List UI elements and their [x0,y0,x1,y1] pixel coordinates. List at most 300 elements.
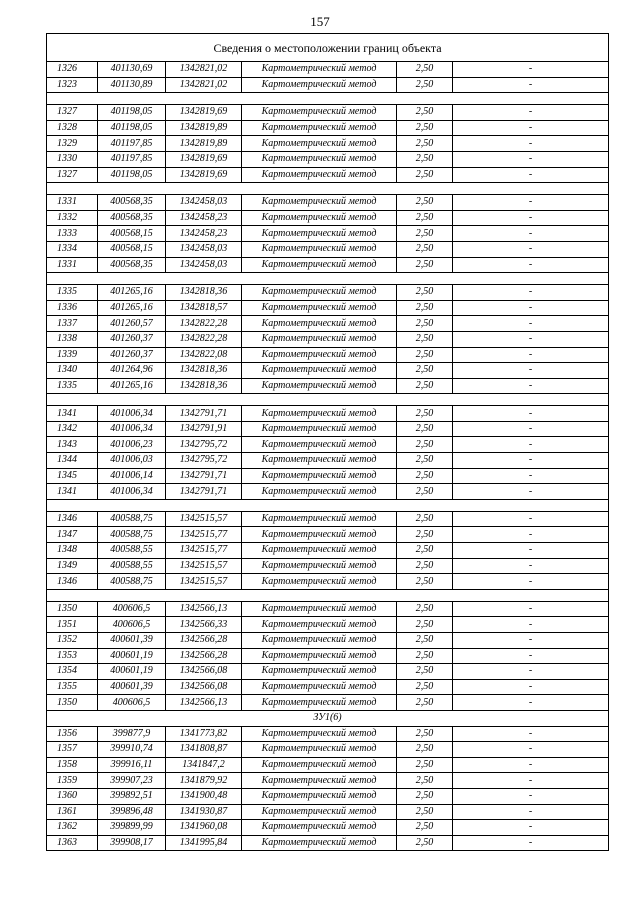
table-row [47,617,609,633]
boundary-description: - [453,484,609,500]
determination-method: Картометрический метод [242,757,397,773]
coordinate-y: 1342458,03 [166,195,242,211]
accuracy-value: 2,50 [397,543,453,559]
table-row [47,316,609,332]
coordinate-x: 400588,55 [98,558,166,574]
coordinate-y: 1342819,69 [166,167,242,183]
determination-method: Картометрический метод [242,484,397,500]
determination-method: Картометрический метод [242,136,397,152]
accuracy-value: 2,50 [397,77,453,93]
point-number: 1331 [47,257,98,273]
accuracy-value: 2,50 [397,210,453,226]
boundary-description: - [453,363,609,379]
contour-separator [47,93,609,105]
table-row [47,77,609,93]
coordinate-y: 1342819,69 [166,105,242,121]
point-number: 1331 [47,195,98,211]
coordinate-y: 1342795,72 [166,453,242,469]
coordinate-y: 1341960,08 [166,820,242,836]
coordinate-x: 399896,48 [98,804,166,820]
table-row [47,285,609,301]
coordinate-x: 399877,9 [98,726,166,742]
contour-separator [47,273,609,285]
coordinate-y: 1342791,91 [166,421,242,437]
point-number: 1340 [47,363,98,379]
boundary-description: - [453,331,609,347]
coordinate-x: 400606,5 [98,617,166,633]
point-number: 1323 [47,77,98,93]
coordinate-y: 1342818,36 [166,363,242,379]
table-row [47,257,609,273]
point-number: 1357 [47,742,98,758]
boundary-description: - [453,695,609,711]
table-row [47,820,609,836]
accuracy-value: 2,50 [397,378,453,394]
table-row [47,835,609,851]
coordinate-x: 401130,89 [98,77,166,93]
determination-method: Картометрический метод [242,527,397,543]
determination-method: Картометрический метод [242,285,397,301]
section-label: ЗУ1(6) [47,710,609,726]
coordinate-x: 401197,85 [98,151,166,167]
coordinate-x: 401260,57 [98,316,166,332]
table-row [47,210,609,226]
accuracy-value: 2,50 [397,617,453,633]
boundary-description: - [453,742,609,758]
accuracy-value: 2,50 [397,257,453,273]
boundary-description: - [453,558,609,574]
point-number: 1345 [47,468,98,484]
table-body [47,34,609,851]
table-row [47,468,609,484]
coordinate-x: 401006,34 [98,406,166,422]
contour-separator-row [47,93,609,105]
coordinate-x: 399908,17 [98,835,166,851]
point-number: 1347 [47,527,98,543]
coordinate-x: 401260,37 [98,331,166,347]
table-row [47,136,609,152]
accuracy-value: 2,50 [397,62,453,78]
determination-method: Картометрический метод [242,195,397,211]
accuracy-value: 2,50 [397,757,453,773]
coordinate-x: 400601,39 [98,679,166,695]
boundary-description: - [453,136,609,152]
coordinate-x: 401265,16 [98,285,166,301]
boundary-description: - [453,726,609,742]
determination-method: Картометрический метод [242,468,397,484]
coordinate-x: 401130,69 [98,62,166,78]
accuracy-value: 2,50 [397,773,453,789]
coordinate-x: 400568,35 [98,257,166,273]
boundary-description: - [453,633,609,649]
point-number: 1356 [47,726,98,742]
coordinate-y: 1341808,87 [166,742,242,758]
determination-method: Картометрический метод [242,664,397,680]
boundary-description: - [453,120,609,136]
table-row [47,195,609,211]
coordinate-y: 1342515,77 [166,543,242,559]
table-row [47,788,609,804]
coordinate-y: 1342566,08 [166,679,242,695]
point-number: 1355 [47,679,98,695]
boundary-description: - [453,773,609,789]
determination-method: Картометрический метод [242,331,397,347]
table-row [47,226,609,242]
table-row [47,347,609,363]
accuracy-value: 2,50 [397,695,453,711]
coordinate-y: 1342819,69 [166,151,242,167]
point-number: 1341 [47,484,98,500]
coordinate-y: 1341900,48 [166,788,242,804]
boundary-description: - [453,511,609,527]
table-row [47,406,609,422]
accuracy-value: 2,50 [397,105,453,121]
determination-method: Картометрический метод [242,511,397,527]
coordinate-x: 399916,11 [98,757,166,773]
contour-separator-row [47,273,609,285]
boundary-description: - [453,617,609,633]
coordinate-x: 400588,75 [98,511,166,527]
coordinate-x: 401265,16 [98,300,166,316]
determination-method: Картометрический метод [242,421,397,437]
point-number: 1327 [47,167,98,183]
point-number: 1330 [47,151,98,167]
determination-method: Картометрический метод [242,151,397,167]
coordinate-y: 1342822,28 [166,316,242,332]
accuracy-value: 2,50 [397,347,453,363]
table-row [47,633,609,649]
point-number: 1336 [47,300,98,316]
determination-method: Картометрический метод [242,788,397,804]
boundary-description: - [453,574,609,590]
accuracy-value: 2,50 [397,421,453,437]
point-number: 1328 [47,120,98,136]
accuracy-value: 2,50 [397,226,453,242]
determination-method: Картометрический метод [242,347,397,363]
accuracy-value: 2,50 [397,453,453,469]
coordinate-y: 1342458,23 [166,210,242,226]
point-number: 1363 [47,835,98,851]
table-row [47,484,609,500]
table-row [47,601,609,617]
coordinate-y: 1342818,36 [166,285,242,301]
accuracy-value: 2,50 [397,574,453,590]
boundary-description: - [453,648,609,664]
boundary-description: - [453,437,609,453]
coordinate-y: 1342566,28 [166,648,242,664]
boundary-description: - [453,210,609,226]
coordinate-y: 1341930,87 [166,804,242,820]
coordinate-y: 1342566,13 [166,601,242,617]
coordinate-x: 401197,85 [98,136,166,152]
table-row [47,726,609,742]
point-number: 1352 [47,633,98,649]
point-number: 1326 [47,62,98,78]
point-number: 1343 [47,437,98,453]
accuracy-value: 2,50 [397,437,453,453]
contour-separator [47,589,609,601]
table-row [47,757,609,773]
boundary-description: - [453,316,609,332]
section-header-row [47,710,609,726]
coordinate-x: 401264,96 [98,363,166,379]
coordinate-x: 401265,16 [98,378,166,394]
accuracy-value: 2,50 [397,363,453,379]
point-number: 1344 [47,453,98,469]
determination-method: Картометрический метод [242,120,397,136]
coordinate-x: 400601,39 [98,633,166,649]
determination-method: Картометрический метод [242,300,397,316]
determination-method: Картометрический метод [242,773,397,789]
contour-separator-row [47,183,609,195]
boundary-description: - [453,195,609,211]
coordinate-y: 1341773,82 [166,726,242,742]
table-row [47,543,609,559]
table-row [47,167,609,183]
coordinate-y: 1342821,02 [166,77,242,93]
accuracy-value: 2,50 [397,285,453,301]
coordinate-x: 401006,34 [98,484,166,500]
point-number: 1332 [47,210,98,226]
point-number: 1360 [47,788,98,804]
determination-method: Картометрический метод [242,378,397,394]
point-number: 1335 [47,285,98,301]
coordinate-x: 400588,75 [98,574,166,590]
determination-method: Картометрический метод [242,726,397,742]
table-row [47,648,609,664]
coordinate-x: 401260,37 [98,347,166,363]
determination-method: Картометрический метод [242,601,397,617]
coordinate-y: 1341995,84 [166,835,242,851]
coordinate-y: 1342818,57 [166,300,242,316]
table-row [47,742,609,758]
determination-method: Картометрический метод [242,820,397,836]
coordinate-y: 1342515,77 [166,527,242,543]
coordinate-x: 399910,74 [98,742,166,758]
determination-method: Картометрический метод [242,543,397,559]
coordinate-x: 400568,35 [98,195,166,211]
point-number: 1358 [47,757,98,773]
coordinate-y: 1342819,89 [166,136,242,152]
coordinate-x: 400606,5 [98,601,166,617]
contour-separator [47,499,609,511]
table-row [47,453,609,469]
coordinate-x: 400601,19 [98,664,166,680]
boundary-description: - [453,421,609,437]
determination-method: Картометрический метод [242,453,397,469]
table-row [47,300,609,316]
accuracy-value: 2,50 [397,742,453,758]
accuracy-value: 2,50 [397,195,453,211]
determination-method: Картометрический метод [242,406,397,422]
boundary-description: - [453,601,609,617]
coordinate-y: 1342458,23 [166,226,242,242]
accuracy-value: 2,50 [397,633,453,649]
point-number: 1334 [47,241,98,257]
boundary-coordinates-table [46,33,609,851]
determination-method: Картометрический метод [242,633,397,649]
coordinate-x: 400588,55 [98,543,166,559]
determination-method: Картометрический метод [242,105,397,121]
point-number: 1348 [47,543,98,559]
coordinate-y: 1341847,2 [166,757,242,773]
coordinate-x: 400588,75 [98,527,166,543]
point-number: 1359 [47,773,98,789]
accuracy-value: 2,50 [397,316,453,332]
point-number: 1341 [47,406,98,422]
coordinate-y: 1342791,71 [166,484,242,500]
coordinate-y: 1342818,36 [166,378,242,394]
point-number: 1351 [47,617,98,633]
table-row [47,331,609,347]
accuracy-value: 2,50 [397,300,453,316]
point-number: 1337 [47,316,98,332]
point-number: 1350 [47,601,98,617]
point-number: 1342 [47,421,98,437]
coordinate-x: 401006,03 [98,453,166,469]
table-row [47,804,609,820]
accuracy-value: 2,50 [397,167,453,183]
coordinate-x: 401006,14 [98,468,166,484]
boundary-description: - [453,105,609,121]
accuracy-value: 2,50 [397,241,453,257]
accuracy-value: 2,50 [397,527,453,543]
boundary-description: - [453,788,609,804]
table-row [47,421,609,437]
coordinate-y: 1342795,72 [166,437,242,453]
coordinate-y: 1342566,28 [166,633,242,649]
boundary-description: - [453,257,609,273]
point-number: 1346 [47,574,98,590]
accuracy-value: 2,50 [397,601,453,617]
determination-method: Картометрический метод [242,226,397,242]
point-number: 1350 [47,695,98,711]
point-number: 1362 [47,820,98,836]
accuracy-value: 2,50 [397,331,453,347]
coordinate-y: 1342566,08 [166,664,242,680]
accuracy-value: 2,50 [397,788,453,804]
boundary-description: - [453,347,609,363]
determination-method: Картометрический метод [242,77,397,93]
accuracy-value: 2,50 [397,648,453,664]
determination-method: Картометрический метод [242,804,397,820]
determination-method: Картометрический метод [242,241,397,257]
determination-method: Картометрический метод [242,257,397,273]
coordinate-x: 400568,35 [98,210,166,226]
accuracy-value: 2,50 [397,820,453,836]
boundary-description: - [453,757,609,773]
point-number: 1338 [47,331,98,347]
coordinate-x: 401198,05 [98,105,166,121]
point-number: 1349 [47,558,98,574]
coordinate-x: 401198,05 [98,167,166,183]
boundary-description: - [453,378,609,394]
determination-method: Картометрический метод [242,558,397,574]
boundary-description: - [453,804,609,820]
coordinate-x: 399892,51 [98,788,166,804]
determination-method: Картометрический метод [242,437,397,453]
coordinate-y: 1341879,92 [166,773,242,789]
accuracy-value: 2,50 [397,664,453,680]
boundary-description: - [453,241,609,257]
table-row [47,695,609,711]
boundary-description: - [453,679,609,695]
coordinate-x: 399907,23 [98,773,166,789]
contour-separator [47,183,609,195]
boundary-description: - [453,543,609,559]
boundary-description: - [453,226,609,242]
coordinate-x: 399899,99 [98,820,166,836]
coordinate-x: 400568,15 [98,226,166,242]
coordinate-x: 401198,05 [98,120,166,136]
table-row [47,437,609,453]
accuracy-value: 2,50 [397,558,453,574]
contour-separator-row [47,499,609,511]
determination-method: Картометрический метод [242,62,397,78]
boundary-description: - [453,468,609,484]
boundary-description: - [453,835,609,851]
table-title: Сведения о местоположении границ объекта [47,34,609,62]
point-number: 1333 [47,226,98,242]
accuracy-value: 2,50 [397,726,453,742]
coordinate-y: 1342821,02 [166,62,242,78]
boundary-description: - [453,527,609,543]
determination-method: Картометрический метод [242,167,397,183]
table-row [47,241,609,257]
coordinate-y: 1342458,03 [166,241,242,257]
table-title-row [47,34,609,62]
determination-method: Картометрический метод [242,210,397,226]
point-number: 1329 [47,136,98,152]
contour-separator-row [47,589,609,601]
boundary-description: - [453,406,609,422]
coordinate-x: 400601,19 [98,648,166,664]
page-number: 157 [310,14,330,29]
determination-method: Картометрический метод [242,574,397,590]
point-number: 1346 [47,511,98,527]
accuracy-value: 2,50 [397,484,453,500]
coordinate-y: 1342791,71 [166,468,242,484]
boundary-description: - [453,664,609,680]
determination-method: Картометрический метод [242,835,397,851]
table-row [47,120,609,136]
accuracy-value: 2,50 [397,511,453,527]
point-number: 1353 [47,648,98,664]
accuracy-value: 2,50 [397,468,453,484]
table-row [47,664,609,680]
accuracy-value: 2,50 [397,151,453,167]
accuracy-value: 2,50 [397,804,453,820]
coordinate-y: 1342515,57 [166,574,242,590]
coordinate-y: 1342515,57 [166,558,242,574]
coordinate-y: 1342819,89 [166,120,242,136]
boundary-description: - [453,285,609,301]
point-number: 1361 [47,804,98,820]
coordinate-x: 400568,15 [98,241,166,257]
coordinate-y: 1342458,03 [166,257,242,273]
boundary-description: - [453,820,609,836]
table-row [47,527,609,543]
coordinate-y: 1342822,28 [166,331,242,347]
coordinate-y: 1342566,13 [166,695,242,711]
accuracy-value: 2,50 [397,120,453,136]
contour-separator-row [47,394,609,406]
determination-method: Картометрический метод [242,648,397,664]
point-number: 1354 [47,664,98,680]
boundary-description: - [453,151,609,167]
table-row [47,62,609,78]
point-number: 1339 [47,347,98,363]
